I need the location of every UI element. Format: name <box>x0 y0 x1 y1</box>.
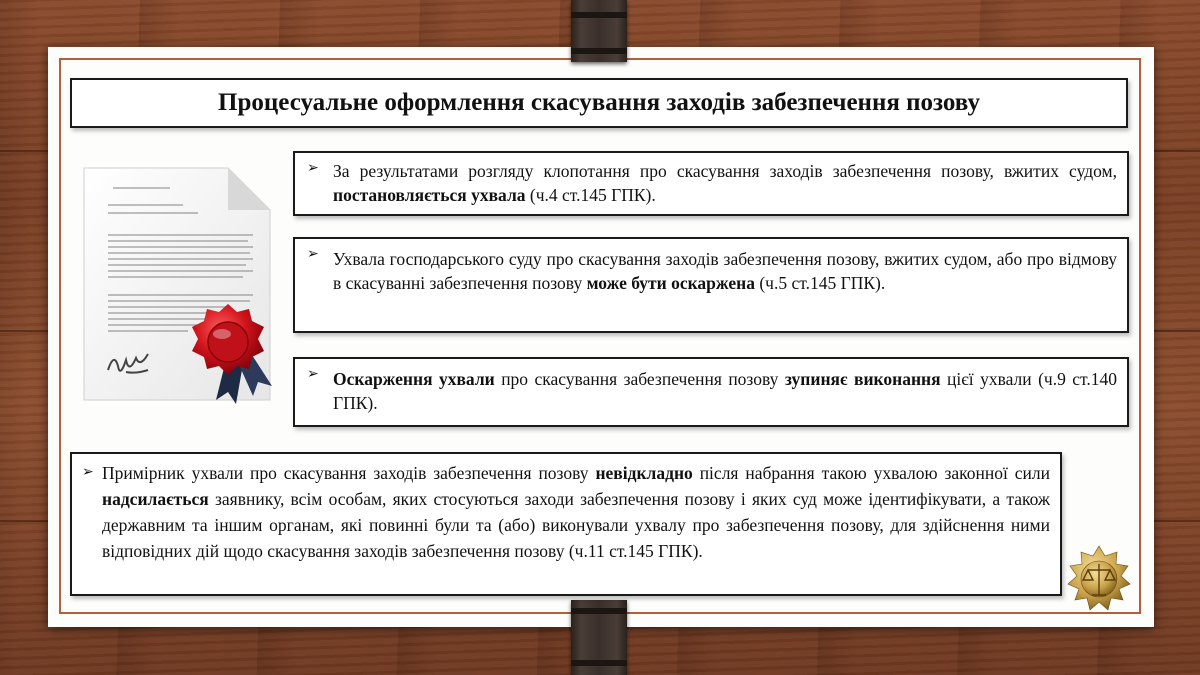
bullet-box-suspension <box>293 357 1129 427</box>
title-box <box>70 78 1128 128</box>
bullet-text: За результатами розгляду клопотання про скасування заходів забезпечення позову, вжитих судом, постановляється ухвала (ч.4 ст.145 ГПК). <box>333 161 1117 205</box>
bullet-arrow-icon: ➢ <box>307 367 319 382</box>
bullet-box-copy-sent <box>70 452 1062 596</box>
bullet-box-ruling-issued <box>293 151 1129 216</box>
court-emblem-icon <box>1056 540 1142 618</box>
slide-title: Процесуальне оформлення скасування заходів забезпечення позову <box>218 89 980 116</box>
bullet-text: Оскарження ухвали про скасування забезпечення позову зупиняє виконання цієї ухвали (ч.9 ст.140 ГПК). <box>333 369 1118 413</box>
bullet-text: Ухвала господарського суду про скасування заходів забезпечення позову, вжитих судом, або про відмову в скасуванні забезпечення позову може бути оскаржена (ч.5 ст.145 ГПК). <box>333 249 1117 293</box>
sealed-document-icon <box>78 160 278 410</box>
binder-clip-bottom <box>571 600 627 675</box>
bullet-box-appeal <box>293 237 1129 333</box>
bullet-arrow-icon: ➢ <box>307 247 319 262</box>
binder-clip-top <box>571 0 627 62</box>
bullet-arrow-icon: ➢ <box>82 465 94 480</box>
bullet-text: Примірник ухвали про скасування заходів забезпечення позову невідкладно після набрання такою ухвалою законної сили надсилається заявнику, всім особам, яких стосуються заходи забезпечення позову і яких суд може ідентифікувати, а також державним та іншим органам, які повинні були та (або) виконували ухвалу про забезпечення позову, для здійснення ними відповідних дій щодо скасування заходів забезпечення позову (ч.11 ст.145 ГПК). <box>102 463 1050 561</box>
bullet-arrow-icon: ➢ <box>307 161 319 176</box>
